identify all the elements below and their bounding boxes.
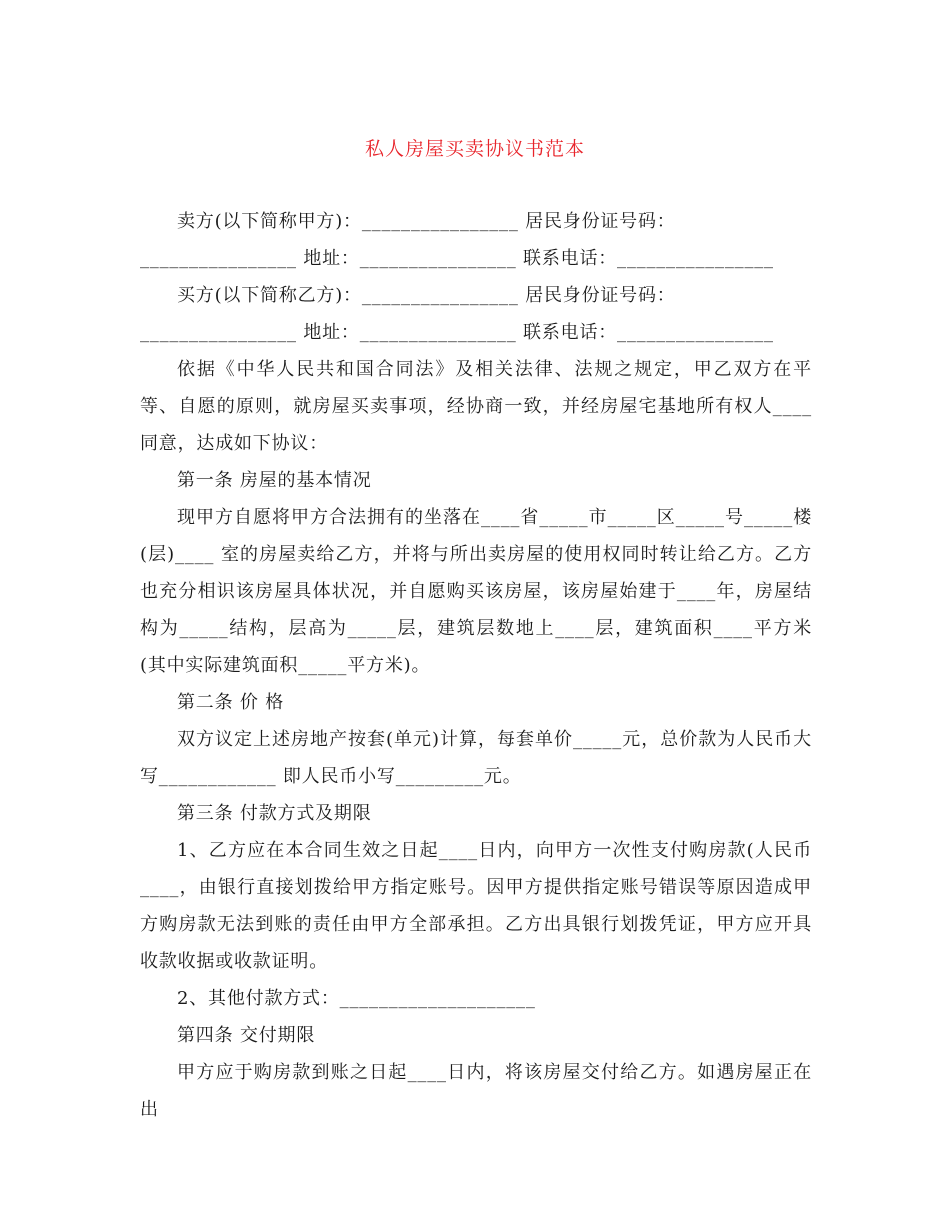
document-body: [140, 203, 812, 1128]
buyer-line-1: 买方(以下简称乙方)：________________ 居民身份证号码：: [177, 285, 676, 306]
seller-line-1: 卖方(以下简称甲方)：________________ 居民身份证号码：: [177, 211, 676, 232]
article-3-item-1: 1、乙方应在本合同生效之日起____日内，向甲方一次性支付购房款(人民币____，由银行直接划拨给甲方指定账号。因甲方提供指定账号错误等原因造成甲方购房款无法到账的责任由甲方全部承担。乙方出具银行划拨凭证，甲方应开具收款收据或收款证明。: [140, 840, 812, 972]
document-title: 私人房屋买卖协议书范本: [364, 138, 585, 160]
article-4-heading: 第四条 交付期限: [177, 1025, 316, 1046]
article-4-paragraph: 甲方应于购房款到账之日起____日内，将该房屋交付给乙方。如遇房屋正在出: [140, 1062, 812, 1120]
seller-line-2: ________________ 地址：________________ 联系电话：________________: [140, 248, 774, 269]
article-1-heading: 第一条 房屋的基本情况: [177, 470, 372, 491]
preamble-paragraph: 依据《中华人民共和国合同法》及相关法律、法规之规定，甲乙双方在平等、自愿的原则，就房屋买卖事项，经协商一致，并经房屋宅基地所有权人____同意，达成如下协议：: [140, 359, 812, 454]
article-2-paragraph: 双方议定上述房地产按套(单元)计算，每套单价_____元，总价款为人民币大写____________ 即人民币小写_________元。: [140, 729, 812, 787]
article-1-paragraph: 现甲方自愿将甲方合法拥有的坐落在____省_____市_____区_____号_____楼(层)____ 室的房屋卖给乙方，并将与所出卖房屋的使用权同时转让给乙方。乙方也充分相识该房屋具体状况，并自愿购买该房屋，该房屋始建于____年，房屋结构为_____结构，层高为_____层，建筑层数地上____层，建筑面积____平方米(其中实际建筑面积_____平方米)。: [140, 507, 812, 676]
buyer-line-2: ________________ 地址：________________ 联系电话：________________: [140, 322, 774, 343]
article-3-heading: 第三条 付款方式及期限: [177, 803, 372, 824]
article-3-item-2: 2、其他付款方式：____________________: [177, 988, 536, 1009]
article-2-heading: 第二条 价 格: [177, 692, 285, 713]
